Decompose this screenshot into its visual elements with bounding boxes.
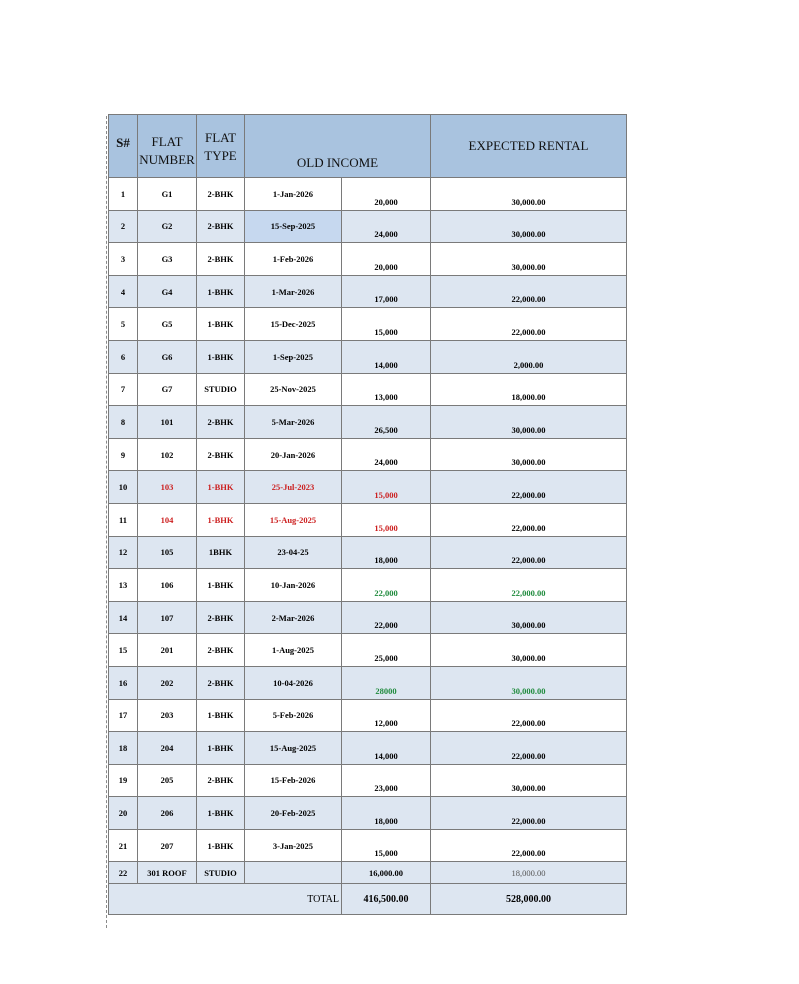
header-old-income: OLD INCOME <box>245 115 431 178</box>
table-row <box>109 699 627 732</box>
table-row <box>109 406 627 439</box>
cell-serial: 19 <box>109 764 138 797</box>
cell-date: 10-04-2026 <box>245 666 342 699</box>
cell-serial: 11 <box>109 503 138 536</box>
cell-flat-number: 107 <box>138 601 197 634</box>
cell-flat-number: 206 <box>138 797 197 830</box>
cell-expected-rental: 30,000.00 <box>431 243 627 276</box>
cell-expected-rental: 22,000.00 <box>431 699 627 732</box>
total-row <box>109 884 627 915</box>
cell-flat-number: 202 <box>138 666 197 699</box>
header-row <box>109 115 627 178</box>
cell-date: 20-Feb-2025 <box>245 797 342 830</box>
table-row <box>109 829 627 862</box>
cell-serial: 14 <box>109 601 138 634</box>
total-old-income: 416,500.00 <box>342 884 431 915</box>
cell-date: 20-Jan-2026 <box>245 438 342 471</box>
rental-table <box>108 114 627 915</box>
header-flat-type-line1: FLAT <box>204 130 237 145</box>
cell-serial: 9 <box>109 438 138 471</box>
cell-flat-type: 1-BHK <box>197 569 245 602</box>
cell-date: 15-Aug-2025 <box>245 732 342 765</box>
cell-expected-rental: 30,000.00 <box>431 438 627 471</box>
header-flat-type-line2: TYPE <box>204 148 237 163</box>
cell-flat-type: 1-BHK <box>197 340 245 373</box>
cell-flat-number: G4 <box>138 275 197 308</box>
cell-old-income: 18,000 <box>342 536 431 569</box>
table-row <box>109 764 627 797</box>
cell-serial: 18 <box>109 732 138 765</box>
cell-date: 1-Aug-2025 <box>245 634 342 667</box>
table-row <box>109 732 627 765</box>
cell-old-income: 17,000 <box>342 275 431 308</box>
cell-date: 25-Nov-2025 <box>245 373 342 406</box>
cell-flat-type: 1-BHK <box>197 503 245 536</box>
cell-flat-type: 2-BHK <box>197 243 245 276</box>
cell-flat-type: 1-BHK <box>197 275 245 308</box>
cell-serial: 15 <box>109 634 138 667</box>
table-row <box>109 536 627 569</box>
cell-serial: 1 <box>109 178 138 211</box>
cell-flat-type: 1-BHK <box>197 732 245 765</box>
cell-serial: 16 <box>109 666 138 699</box>
table-row <box>109 210 627 243</box>
cell-expected-rental: 22,000.00 <box>431 308 627 341</box>
header-flat-number <box>138 115 197 178</box>
cell-expected-rental: 22,000.00 <box>431 829 627 862</box>
cell-serial: 5 <box>109 308 138 341</box>
cell-flat-number: G3 <box>138 243 197 276</box>
cell-expected-rental: 18,000.00 <box>431 862 627 884</box>
cell-expected-rental: 22,000.00 <box>431 275 627 308</box>
cell-flat-number: G6 <box>138 340 197 373</box>
cell-old-income: 22,000 <box>342 601 431 634</box>
cell-flat-number: G5 <box>138 308 197 341</box>
cell-date: 5-Feb-2026 <box>245 699 342 732</box>
table-row <box>109 275 627 308</box>
cell-flat-type: 1-BHK <box>197 308 245 341</box>
cell-old-income: 15,000 <box>342 503 431 536</box>
cell-old-income: 12,000 <box>342 699 431 732</box>
cell-date: 2-Mar-2026 <box>245 601 342 634</box>
cell-date: 15-Sep-2025 <box>245 210 342 243</box>
cell-old-income: 23,000 <box>342 764 431 797</box>
cell-old-income: 24,000 <box>342 438 431 471</box>
cell-flat-type: 2-BHK <box>197 764 245 797</box>
cell-flat-number: G7 <box>138 373 197 406</box>
cell-flat-number: 105 <box>138 536 197 569</box>
cell-date: 5-Mar-2026 <box>245 406 342 439</box>
cell-expected-rental: 22,000.00 <box>431 471 627 504</box>
cell-expected-rental: 30,000.00 <box>431 406 627 439</box>
cell-old-income: 20,000 <box>342 178 431 211</box>
cell-flat-number: 205 <box>138 764 197 797</box>
cell-old-income: 18,000 <box>342 797 431 830</box>
cell-serial: 3 <box>109 243 138 276</box>
cell-flat-type: 1BHK <box>197 536 245 569</box>
cell-flat-number: 101 <box>138 406 197 439</box>
cell-old-income: 28000 <box>342 666 431 699</box>
header-flat-type <box>197 115 245 178</box>
cell-serial: 4 <box>109 275 138 308</box>
cell-expected-rental: 22,000.00 <box>431 569 627 602</box>
cell-flat-number: 201 <box>138 634 197 667</box>
cell-old-income: 20,000 <box>342 243 431 276</box>
cell-flat-type: 2-BHK <box>197 406 245 439</box>
cell-old-income: 22,000 <box>342 569 431 602</box>
cell-expected-rental: 30,000.00 <box>431 634 627 667</box>
cell-date: 23-04-25 <box>245 536 342 569</box>
cell-serial: 2 <box>109 210 138 243</box>
cell-serial: 10 <box>109 471 138 504</box>
cell-date: 3-Jan-2025 <box>245 829 342 862</box>
cell-flat-number: G2 <box>138 210 197 243</box>
table-row <box>109 438 627 471</box>
table-row <box>109 601 627 634</box>
table-body <box>109 178 627 884</box>
cell-old-income: 24,000 <box>342 210 431 243</box>
cell-flat-type: 2-BHK <box>197 634 245 667</box>
cell-serial: 12 <box>109 536 138 569</box>
cell-flat-type: 1-BHK <box>197 699 245 732</box>
cell-old-income: 25,000 <box>342 634 431 667</box>
cell-old-income: 14,000 <box>342 732 431 765</box>
cell-old-income: 15,000 <box>342 471 431 504</box>
cell-expected-rental: 22,000.00 <box>431 797 627 830</box>
cell-serial: 13 <box>109 569 138 602</box>
cell-flat-type: STUDIO <box>197 373 245 406</box>
table-row <box>109 243 627 276</box>
header-flat-number-line1: FLAT <box>151 134 183 149</box>
cell-old-income: 14,000 <box>342 340 431 373</box>
table-row <box>109 340 627 373</box>
cell-flat-type: 1-BHK <box>197 829 245 862</box>
cell-expected-rental: 22,000.00 <box>431 536 627 569</box>
cell-date: 1-Mar-2026 <box>245 275 342 308</box>
table-row <box>109 373 627 406</box>
cell-expected-rental: 30,000.00 <box>431 601 627 634</box>
cell-date: 15-Feb-2026 <box>245 764 342 797</box>
cell-flat-type: 1-BHK <box>197 797 245 830</box>
cell-date: 15-Aug-2025 <box>245 503 342 536</box>
table-row <box>109 862 627 884</box>
cell-flat-type: 2-BHK <box>197 666 245 699</box>
cell-flat-type: 2-BHK <box>197 210 245 243</box>
cell-flat-number: 102 <box>138 438 197 471</box>
page-margin-guide <box>106 116 107 928</box>
cell-date: 1-Sep-2025 <box>245 340 342 373</box>
cell-expected-rental: 30,000.00 <box>431 210 627 243</box>
total-label: TOTAL <box>109 884 342 915</box>
header-flat-number-line2: NUMBER <box>139 152 195 167</box>
cell-flat-type: STUDIO <box>197 862 245 884</box>
total-expected-rental: 528,000.00 <box>431 884 627 915</box>
cell-flat-number: 103 <box>138 471 197 504</box>
cell-flat-number: 301 ROOF <box>138 862 197 884</box>
cell-flat-number: 204 <box>138 732 197 765</box>
cell-flat-number: G1 <box>138 178 197 211</box>
cell-old-income: 16,000.00 <box>342 862 431 884</box>
cell-flat-number: 207 <box>138 829 197 862</box>
cell-date: 25-Jul-2023 <box>245 471 342 504</box>
table-row <box>109 634 627 667</box>
cell-serial: 22 <box>109 862 138 884</box>
cell-expected-rental: 22,000.00 <box>431 503 627 536</box>
cell-flat-number: 203 <box>138 699 197 732</box>
cell-date: 15-Dec-2025 <box>245 308 342 341</box>
cell-date: 10-Jan-2026 <box>245 569 342 602</box>
table-row <box>109 797 627 830</box>
table-row <box>109 666 627 699</box>
cell-serial: 7 <box>109 373 138 406</box>
table-row <box>109 569 627 602</box>
cell-serial: 21 <box>109 829 138 862</box>
table-row <box>109 503 627 536</box>
header-serial: S# <box>109 115 138 178</box>
cell-flat-type: 2-BHK <box>197 601 245 634</box>
table-row <box>109 471 627 504</box>
cell-old-income: 15,000 <box>342 829 431 862</box>
cell-flat-type: 2-BHK <box>197 178 245 211</box>
cell-date: 1-Jan-2026 <box>245 178 342 211</box>
cell-serial: 6 <box>109 340 138 373</box>
cell-old-income: 13,000 <box>342 373 431 406</box>
cell-old-income: 26,500 <box>342 406 431 439</box>
cell-expected-rental: 30,000.00 <box>431 178 627 211</box>
cell-expected-rental: 30,000.00 <box>431 666 627 699</box>
cell-date: 1-Feb-2026 <box>245 243 342 276</box>
cell-date <box>245 862 342 884</box>
table-row <box>109 178 627 211</box>
table-row <box>109 308 627 341</box>
cell-flat-number: 104 <box>138 503 197 536</box>
cell-serial: 20 <box>109 797 138 830</box>
cell-expected-rental: 22,000.00 <box>431 732 627 765</box>
cell-flat-number: 106 <box>138 569 197 602</box>
cell-old-income: 15,000 <box>342 308 431 341</box>
cell-serial: 8 <box>109 406 138 439</box>
cell-expected-rental: 18,000.00 <box>431 373 627 406</box>
cell-serial: 17 <box>109 699 138 732</box>
cell-flat-type: 2-BHK <box>197 438 245 471</box>
cell-expected-rental: 2,000.00 <box>431 340 627 373</box>
cell-flat-type: 1-BHK <box>197 471 245 504</box>
cell-expected-rental: 30,000.00 <box>431 764 627 797</box>
header-expected-rental: EXPECTED RENTAL <box>431 115 627 178</box>
